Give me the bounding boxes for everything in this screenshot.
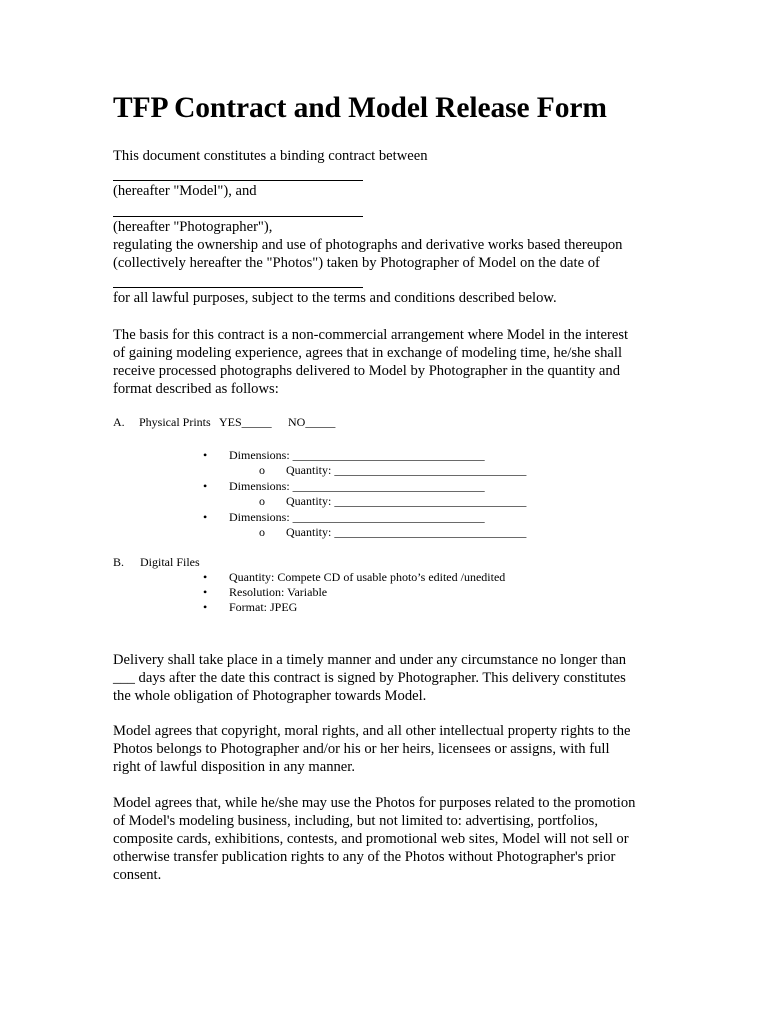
basis-line: The basis for this contract is a non-commercial arrangement where Model in the interest	[113, 327, 629, 343]
document-title: TFP Contract and Model Release Form	[113, 92, 607, 124]
photographer-name-blank[interactable]	[113, 216, 363, 217]
sub-bullet-icon: o	[259, 494, 265, 508]
promotion-line: of Model's modeling business, including, but not limited to: advertising, portfolios,	[113, 813, 598, 829]
section-b-marker: B.	[113, 555, 125, 569]
sub-bullet-icon: o	[259, 525, 265, 539]
copyright-line: Photos belongs to Photographer and/or his or her heirs, licensees or assigns, with full	[113, 741, 610, 757]
intro-line: (collectively hereafter the "Photos") taken by Photographer of Model on the date of	[113, 255, 600, 271]
dimensions-field[interactable]: Dimensions: ________________________________	[229, 479, 485, 493]
quantity-field[interactable]: Quantity: ________________________________	[286, 494, 527, 508]
dimensions-field[interactable]: Dimensions: ________________________________	[229, 448, 485, 462]
intro-line: This document constitutes a binding contract between	[113, 148, 428, 164]
basis-line: of gaining modeling experience, agrees that in exchange of modeling time, he/she shall	[113, 345, 622, 361]
basis-line: receive processed photographs delivered to Model by Photographer in the quantity and	[113, 363, 620, 379]
digital-files-item: Format: JPEG	[229, 600, 298, 614]
model-name-blank[interactable]	[113, 180, 363, 181]
copyright-line: Model agrees that copyright, moral rights, and all other intellectual property rights to the	[113, 723, 631, 739]
digital-files-item: Resolution: Variable	[229, 585, 328, 599]
copyright-line: right of lawful disposition in any manner.	[113, 759, 355, 775]
bullet-icon: •	[203, 585, 208, 599]
model-label: (hereafter "Model"), and	[113, 183, 257, 199]
bullet-icon: •	[203, 570, 208, 584]
delivery-line: the whole obligation of Photographer towards Model.	[113, 688, 427, 704]
promotion-line: composite cards, exhibitions, contests, and promotional web sites, Model will not sell or	[113, 831, 629, 847]
yes-field[interactable]: YES_____	[219, 415, 272, 429]
section-a-marker: A.	[113, 415, 125, 429]
bullet-icon: •	[203, 600, 208, 614]
intro-line: regulating the ownership and use of photographs and derivative works based thereupon	[113, 237, 623, 253]
no-field[interactable]: NO_____	[288, 415, 336, 429]
promotion-line: Model agrees that, while he/she may use the Photos for purposes related to the promotion	[113, 795, 636, 811]
bullet-icon: •	[203, 510, 208, 524]
section-a-label: Physical Prints	[139, 415, 211, 429]
basis-line: format described as follows:	[113, 381, 279, 397]
section-b-label: Digital Files	[140, 555, 200, 569]
dimensions-field[interactable]: Dimensions: ________________________________	[229, 510, 485, 524]
bullet-icon: •	[203, 448, 208, 462]
photographer-label: (hereafter "Photographer"),	[113, 219, 273, 235]
promotion-line: otherwise transfer publication rights to any of the Photos without Photographer's prior	[113, 849, 616, 865]
digital-files-item: Quantity: Compete CD of usable photo’s edited /unedited	[229, 570, 506, 584]
sub-bullet-icon: o	[259, 463, 265, 477]
quantity-field[interactable]: Quantity: ________________________________	[286, 525, 527, 539]
date-blank[interactable]	[113, 287, 363, 288]
delivery-line: ___ days after the date this contract is signed by Photographer. This delivery constitutes	[113, 670, 626, 686]
bullet-icon: •	[203, 479, 208, 493]
promotion-line: consent.	[113, 867, 162, 883]
intro-line: for all lawful purposes, subject to the terms and conditions described below.	[113, 290, 557, 306]
delivery-line: Delivery shall take place in a timely manner and under any circumstance no longer than	[113, 652, 627, 668]
quantity-field[interactable]: Quantity: ________________________________	[286, 463, 527, 477]
